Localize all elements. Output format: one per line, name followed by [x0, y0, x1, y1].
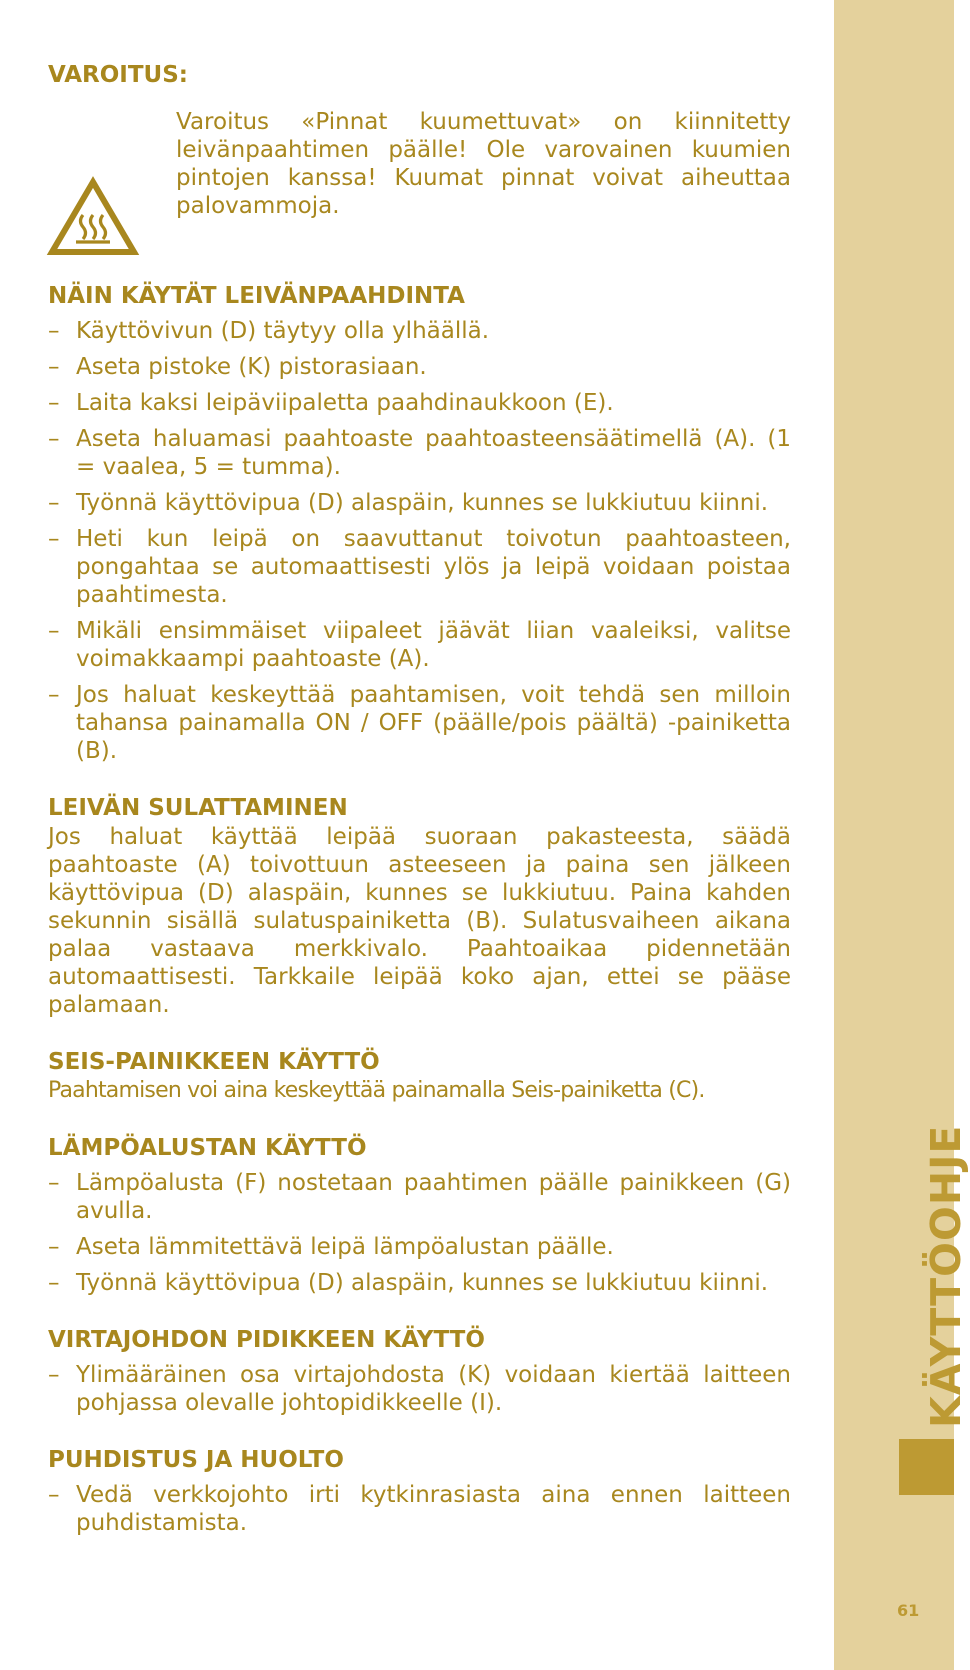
- warning-block: [48, 108, 791, 257]
- list-item: – Heti kun leipä on saavuttanut toivotun paahtoasteen, pongahtaa se automaattisesti ylös ja leipä voidaan poistaa paahtimesta.: [48, 525, 791, 609]
- section-stop-button: [48, 1047, 791, 1105]
- cleaning-list: [48, 1481, 791, 1537]
- usage-list: [48, 317, 791, 765]
- list-item: – Jos haluat keskeyttää paahtamisen, voit tehdä sen milloin tahansa painamalla ON / OFF (päälle/pois päältä) -painiketta (B).: [48, 681, 791, 765]
- list-item: – Aseta haluamasi paahtoaste paahtoasteensäätimellä (A). (1 = vaalea, 5 = tumma).: [48, 425, 791, 481]
- section-heading: SEIS-PAINIKKEEN KÄYTTÖ: [48, 1049, 380, 1075]
- page-number: 61: [897, 1601, 920, 1620]
- list-item: – Lämpöalusta (F) nostetaan paahtimen päälle painikkeen (G) avulla.: [48, 1169, 791, 1225]
- main-content: [48, 60, 791, 1545]
- list-item: – Mikäli ensimmäiset viipaleet jäävät liian vaaleiksi, valitse voimakkaampi paahtoaste (A).: [48, 617, 791, 673]
- section-defrost: [48, 793, 791, 1019]
- list-item: – Ylimääräinen osa virtajohdosta (K) voidaan kiertää laitteen pohjassa olevalle johtopidikkeelle (I).: [48, 1361, 791, 1417]
- cord-list: [48, 1361, 791, 1417]
- section-heading: NÄIN KÄYTÄT LEIVÄNPAAHDINTA: [48, 283, 465, 309]
- section-cleaning: [48, 1445, 791, 1537]
- section-heading: LEIVÄN SULATTAMINEN: [48, 795, 348, 821]
- list-item: – Työnnä käyttövipua (D) alaspäin, kunnes se lukkiutuu kiinni.: [48, 1269, 791, 1297]
- warning-heading: VAROITUS:: [48, 62, 188, 88]
- warming-rack-list: [48, 1169, 791, 1297]
- list-item: – Käyttövivun (D) täytyy olla ylhäällä.: [48, 317, 791, 345]
- section-usage: [48, 281, 791, 765]
- section-heading: PUHDISTUS JA HUOLTO: [48, 1447, 344, 1473]
- list-item: – Aseta lämmitettävä leipä lämpöalustan päälle.: [48, 1233, 791, 1261]
- list-item: – Laita kaksi leipäviipaletta paahdinaukkoon (E).: [48, 389, 791, 417]
- defrost-text: Jos haluat käyttää leipää suoraan pakasteesta, säädä paahtoaste (A) toivottuun asteeseen ja paina sen jälkeen käyttövipua (D) alaspäin, kunnes se lukkiutuu. Paina kahden sekunnin sisällä sulatuspainiketta (B). Sulatusvaiheen aikana palaa vastaava merkkivalo. Paahtoaikaa pidennetään automaattisesti. Tarkkaile leipää koko ajan, ettei se pääse palamaan.: [48, 824, 791, 1018]
- section-heading: VIRTAJOHDON PIDIKKEEN KÄYTTÖ: [48, 1327, 485, 1353]
- list-item: – Työnnä käyttövipua (D) alaspäin, kunnes se lukkiutuu kiinni.: [48, 489, 791, 517]
- list-item: – Vedä verkkojohto irti kytkinrasiasta aina ennen laitteen puhdistamista.: [48, 1481, 791, 1537]
- warning-text: Varoitus «Pinnat kuumettuvat» on kiinnitetty leivänpaahtimen päälle! Ole varovainen kuumien pintojen kanssa! Kuumat pinnat voivat aiheuttaa palovammoja.: [176, 109, 791, 219]
- list-item: – Aseta pistoke (K) pistorasiaan.: [48, 353, 791, 381]
- hot-surface-warning-icon: [48, 177, 138, 257]
- section-cord-holder: [48, 1325, 791, 1417]
- sidebar-accent-block: [899, 1439, 954, 1495]
- stop-text: Paahtamisen voi aina keskeyttää painamalla Seis-painiketta (C).: [48, 1078, 705, 1103]
- section-heading: LÄMPÖALUSTAN KÄYTTÖ: [48, 1135, 367, 1161]
- section-warming-rack: [48, 1133, 791, 1297]
- sidebar-label: KÄYTTÖOHJE: [922, 1124, 970, 1428]
